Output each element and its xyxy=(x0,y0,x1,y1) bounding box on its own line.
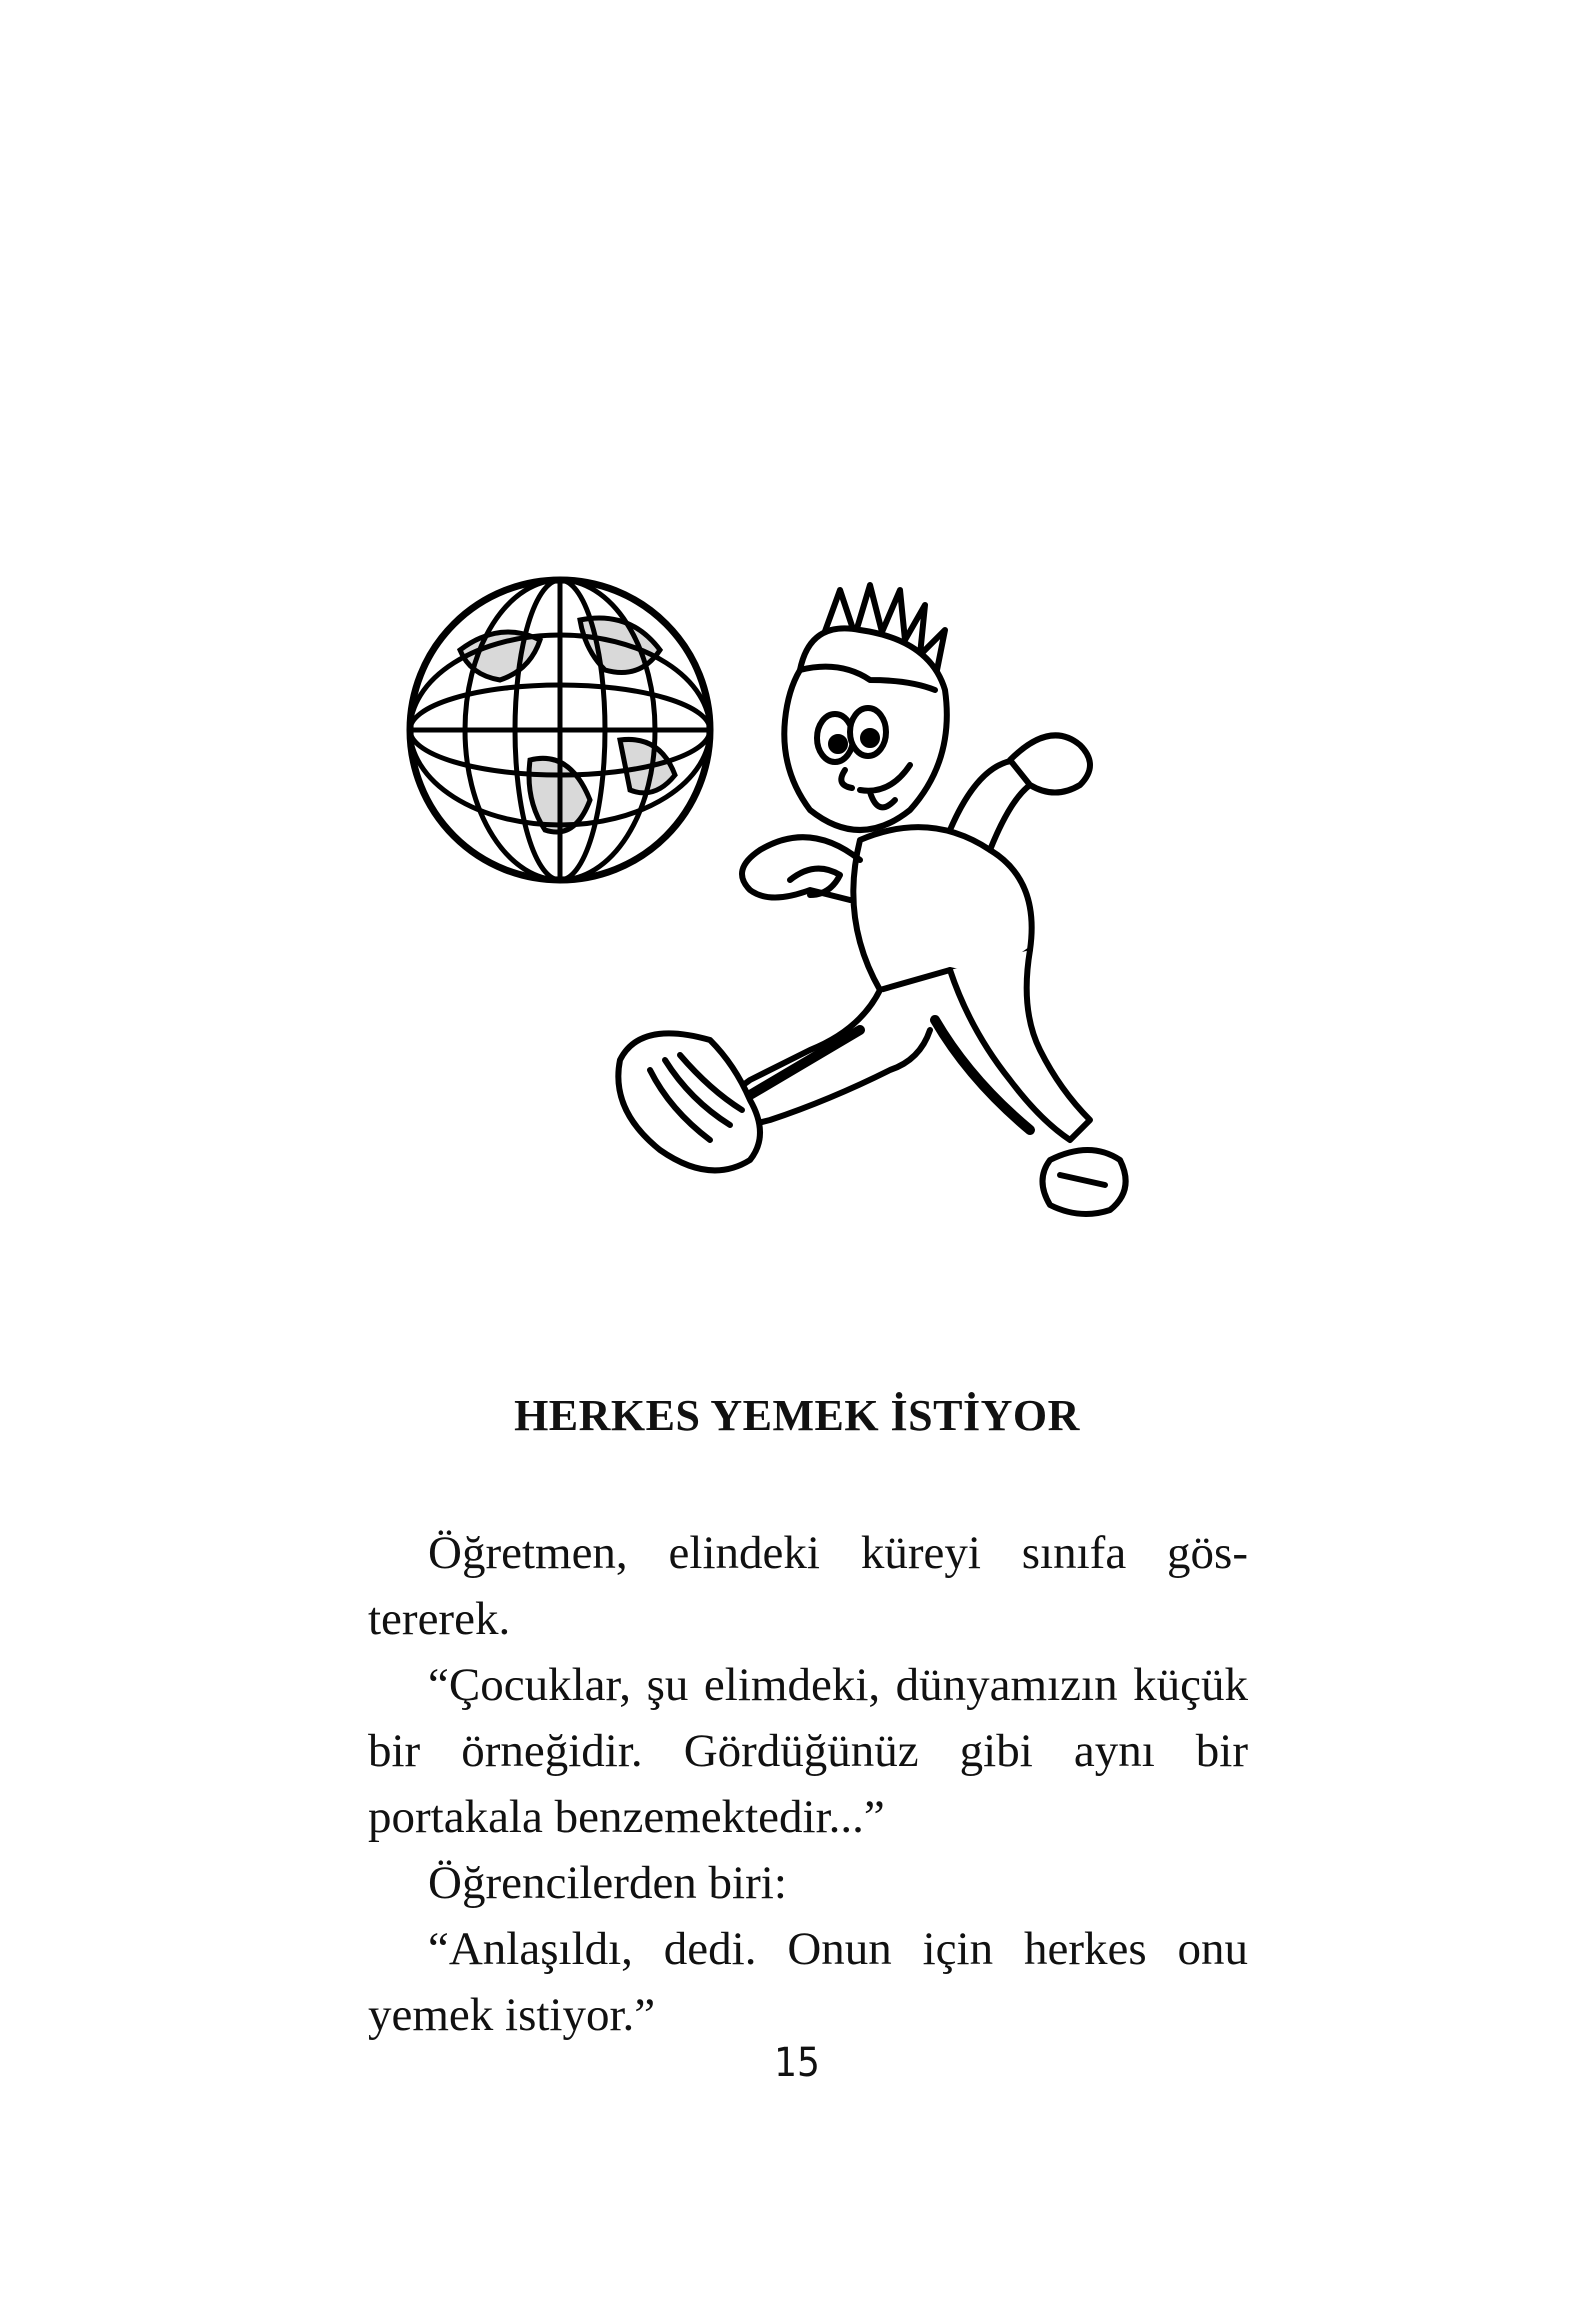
story-body xyxy=(368,1520,1248,2048)
boy-kicking-globe-illustration xyxy=(390,560,1250,1260)
story-paragraph-4: “Anlaşıldı, dedi. Onun için herkes onu yemek istiyor.” xyxy=(368,1923,1248,2041)
story-title: HERKES YEMEK İSTİYOR xyxy=(514,1391,1080,1440)
story-paragraph-1: Öğretmen, elindeki küreyi sınıfa gös-tererek. xyxy=(368,1527,1248,1645)
page-number: 15 xyxy=(774,2040,820,2086)
boy-figure xyxy=(618,585,1125,1214)
illustration-svg xyxy=(390,560,1250,1260)
globe-icon xyxy=(410,580,710,880)
story-paragraph-3: Öğrencilerden biri: xyxy=(428,1857,787,1909)
story-paragraph-2: “Çocuklar, şu elimdeki, dünyamızın küçük bir örneğidir. Gördüğünüz gibi aynı bir portakala benzemektedir...” xyxy=(368,1659,1248,1843)
